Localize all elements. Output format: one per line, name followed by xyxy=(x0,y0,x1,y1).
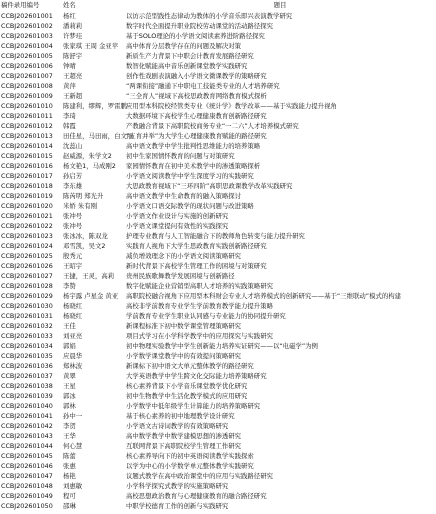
cell-id: CCBJ202601027 xyxy=(1,272,53,280)
cell-title: 项目式学习在小学科学教学中的应用探究与实践研究 xyxy=(126,332,273,340)
cell-title: 小学科学探究式教学的实施策略研究 xyxy=(126,482,229,490)
cell-title: 初中生物教学中生活化教学模式的应用研究 xyxy=(126,392,248,400)
cell-id: CCBJ202601025 xyxy=(1,252,53,260)
cell-id: CCBJ202601021 xyxy=(1,212,53,220)
cell-id: CCBJ202601045 xyxy=(1,452,53,460)
table-row[interactable] xyxy=(0,331,436,341)
cell-id: CCBJ202601016 xyxy=(1,162,53,170)
cell-id: CCBJ202601030 xyxy=(1,302,53,310)
cell-name: 李贺 xyxy=(63,422,76,430)
cell-name: 刘亚亮 xyxy=(63,332,83,340)
table-row[interactable] xyxy=(0,361,436,371)
cell-name: 李赞 xyxy=(63,282,76,290)
cell-name: 杨红 xyxy=(63,12,76,20)
cell-name: 王新超 xyxy=(63,92,83,100)
table-row[interactable] xyxy=(0,471,436,481)
cell-title: 高中数学教学中数学建模思想的渗透研究 xyxy=(126,432,242,440)
cell-name: 孙启芳 xyxy=(63,172,83,180)
cell-id: CCBJ202601050 xyxy=(1,502,53,510)
cell-id: CCBJ202601022 xyxy=(1,222,53,230)
cell-title: 新质生产力背景下中职会计教育发展路径研究 xyxy=(126,52,254,60)
cell-title: 小学语文作业设计与实施的创新研究 xyxy=(126,212,229,220)
cell-name: 沈蕊山 xyxy=(63,142,83,150)
cell-id: CCBJ202601017 xyxy=(1,172,53,180)
table-row[interactable] xyxy=(0,211,436,221)
cell-id: CCBJ202601008 xyxy=(1,82,53,90)
cell-id: CCBJ202601023 xyxy=(1,232,53,240)
cell-id: CCBJ202601002 xyxy=(1,22,53,30)
cell-name: 潘莉莉 xyxy=(63,22,83,30)
table-row[interactable] xyxy=(0,81,436,91)
header-row xyxy=(0,0,436,10)
table-row[interactable] xyxy=(0,31,436,41)
cell-title: 高校思想政治教育与心理健康教育的融合路径研究 xyxy=(126,492,267,500)
cell-id: CCBJ202601044 xyxy=(1,442,53,450)
table-row[interactable] xyxy=(0,201,436,211)
cell-name: 程可 xyxy=(63,492,76,500)
cell-title: 核心素养背景下小学音乐课堂教学优化研究 xyxy=(126,382,248,390)
cell-name: 张冲号 xyxy=(63,222,83,230)
table-row[interactable] xyxy=(0,121,436,131)
cell-title: 应用型本科院校经管类专业《统计学》教学改革——基于实践能力提升视角 xyxy=(126,102,337,110)
cell-id: CCBJ202601035 xyxy=(1,352,53,360)
table-row[interactable] xyxy=(0,481,436,491)
cell-id: CCBJ202601013 xyxy=(1,132,53,140)
table-row[interactable] xyxy=(0,321,436,331)
table-row[interactable] xyxy=(0,71,436,81)
cell-id: CCBJ202601047 xyxy=(1,472,53,480)
cell-name: 张家琪 王周 金亚苹 xyxy=(63,42,119,50)
table-row[interactable] xyxy=(0,441,436,451)
table-row[interactable] xyxy=(0,221,436,231)
cell-name: 王超亮 xyxy=(63,72,83,80)
cell-id: CCBJ202601004 xyxy=(1,42,53,50)
cell-title: “两课衔接”融通下中职电工技能类专业的人才培养研究 xyxy=(126,82,280,90)
table-row[interactable] xyxy=(0,381,436,391)
cell-title: 减负增效理念下的小学语文阅读策略研究 xyxy=(126,252,242,260)
cell-name: 田佳星，马田雨，白文丽 xyxy=(63,132,134,140)
table-row[interactable] xyxy=(0,191,436,201)
cell-name: 何心慧 xyxy=(63,442,83,450)
cell-name: 张惠 xyxy=(63,462,76,470)
cell-id: CCBJ202601020 xyxy=(1,202,53,210)
table-row[interactable] xyxy=(0,371,436,381)
cell-id: CCBJ202601007 xyxy=(1,72,53,80)
cell-title: 大数据环境下高校学生心理健康教育创新路径研究 xyxy=(126,112,267,120)
cell-title: 新课标下初中语文大单元整体教学的路径研究 xyxy=(126,362,254,370)
cell-title: 议题式教学在高中政治课堂中的应用与实践路径研究 xyxy=(126,472,273,480)
table-row[interactable] xyxy=(0,41,436,51)
header-title: 题目 xyxy=(273,1,287,9)
table-row[interactable] xyxy=(0,261,436,271)
cell-id: CCBJ202601019 xyxy=(1,192,53,200)
cell-title: 小学语文古诗词教学的有效策略研究 xyxy=(126,422,229,430)
cell-title: 家园情怀教育在初中美术教学中的渗透策略探析 xyxy=(126,162,261,170)
cell-title: 数智化赋能高中音乐创新课堂教学实践研究 xyxy=(126,62,248,70)
cell-name: 陈建利，缪辉，罗雷鹏 xyxy=(63,102,127,110)
table-row[interactable] xyxy=(0,501,436,511)
cell-title: 小学语文课堂提问有效性的实践探究 xyxy=(126,222,229,230)
cell-name: 黄萍 xyxy=(63,82,76,90)
cell-name: 王佳 xyxy=(63,322,76,330)
cell-id: CCBJ202601031 xyxy=(1,312,53,320)
table-row[interactable] xyxy=(0,101,436,111)
cell-name: 刘惠敏 xyxy=(63,482,83,490)
cell-id: CCBJ202601026 xyxy=(1,262,53,270)
cell-title: 数字时代全面提升职业院校劳动课堂的活动路径探究 xyxy=(126,22,273,30)
cell-title: 小学语文口语交际教学的现状问题与改进策略 xyxy=(126,202,254,210)
cell-name: 李琦 xyxy=(63,112,76,120)
cell-id: CCBJ202601046 xyxy=(1,462,53,470)
table-row[interactable] xyxy=(0,291,436,301)
cell-title: 高校非学前教育专业学生学前教育教学能力提升策略 xyxy=(126,302,273,310)
cell-id: CCBJ202601001 xyxy=(1,12,53,20)
cell-id: CCBJ202601018 xyxy=(1,182,53,190)
cell-name: 张冲号 xyxy=(63,212,83,220)
header-id: 稿件录用编号 xyxy=(1,1,40,9)
cell-name: 杨宇露 卢星金 黄亚 xyxy=(63,292,119,300)
table-row[interactable] xyxy=(0,231,436,241)
table-row[interactable] xyxy=(0,421,436,431)
cell-title: 新课程标准下初中数学课堂管理策略研究 xyxy=(126,322,242,330)
cell-name: 王华 xyxy=(63,432,76,440)
cell-title: 学前教育专业学生职业认同感与专业能力的协同提升研究 xyxy=(126,312,286,320)
cell-name: 陈舒宇 xyxy=(63,52,83,60)
cell-title: 高中体育分层教学存在的问题及解决对策 xyxy=(126,42,242,50)
table-row[interactable] xyxy=(0,281,436,291)
cell-id: CCBJ202601041 xyxy=(1,412,53,420)
cell-name: 杨文艳1，马成刚2 xyxy=(63,162,116,170)
cell-id: CCBJ202601012 xyxy=(1,122,53,130)
cell-title: 基于核心素养的初中地理教学设计研究 xyxy=(126,412,235,420)
cell-name: 赵威源，朱学文2 xyxy=(63,152,112,160)
table-row[interactable] xyxy=(0,151,436,161)
cell-title: 产教融合背景下高职院校商务专业“一二六”人才培养模式研究 xyxy=(126,122,299,130)
table-row[interactable] xyxy=(0,271,436,281)
cell-title: 数字化赋能企业营销型高职人才培养的实践策略研究 xyxy=(126,282,273,290)
cell-title: 以学为中心的小学数学单元整体教学实践研究 xyxy=(126,462,254,470)
cell-title: 以访示范型践性态律动为教体的小学音乐即兴表演教学研究 xyxy=(126,12,293,20)
table-row[interactable] xyxy=(0,351,436,361)
cell-title: 中职学校德育工作的创新与实践研究 xyxy=(126,502,229,510)
cell-name: 米娇 朱有刚 xyxy=(63,202,97,210)
table-row[interactable] xyxy=(0,461,436,471)
table-row[interactable] xyxy=(0,91,436,101)
cell-name: 王昭宇 xyxy=(63,262,83,270)
cell-name: 郭娟 xyxy=(63,342,76,350)
cell-id: CCBJ202601034 xyxy=(1,342,53,350)
cell-title: 实践育人视角下大学生思政教育实践创新路径研究 xyxy=(126,242,267,250)
cell-name: 陈蕾 xyxy=(63,452,76,460)
cell-id: CCBJ202601010 xyxy=(1,102,53,110)
table-row[interactable] xyxy=(0,341,436,351)
cell-title: 大学英语教学中学生跨文化交际能力培养策略研究 xyxy=(126,372,267,380)
cell-name: 陈芮明 郑光升 xyxy=(63,192,104,200)
cell-id: CCBJ202601040 xyxy=(1,402,53,410)
cell-name: 黄翠 xyxy=(63,372,76,380)
cell-id: CCBJ202601043 xyxy=(1,432,53,440)
table-row[interactable] xyxy=(0,111,436,121)
cell-name: 张冰冰，陈双龙 xyxy=(63,232,108,240)
cell-id: CCBJ202601015 xyxy=(1,152,53,160)
cell-title: 护理专业教育与人工智能融合下的教师角色转变与能力提升研究 xyxy=(126,232,305,240)
cell-name: 许梦珪 xyxy=(63,32,83,40)
cell-id: CCBJ202601011 xyxy=(1,112,53,120)
cell-name: 应晨华 xyxy=(63,352,83,360)
cell-id: CCBJ202601048 xyxy=(1,482,53,490)
table-row[interactable] xyxy=(0,21,436,31)
cell-name: 钟晴 xyxy=(63,62,76,70)
table-row[interactable] xyxy=(0,11,436,21)
cell-name: 杨晓红 xyxy=(63,312,83,320)
cell-id: CCBJ202601049 xyxy=(1,492,53,500)
table-row[interactable] xyxy=(0,451,436,461)
cell-id: CCBJ202601033 xyxy=(1,332,53,340)
cell-title: 小学语文阅读教学中学生深度学习的实践研究 xyxy=(126,172,254,180)
cell-name: 李东雄 xyxy=(63,182,83,190)
cell-title: 高中语文教学中学生批判性思维能力的培养策略 xyxy=(126,142,261,150)
cell-title: 创作性戏剧表演融入小学语文微课教学的策略研究 xyxy=(126,72,267,80)
table-row[interactable] xyxy=(0,171,436,181)
cell-id: CCBJ202601032 xyxy=(1,322,53,330)
cell-name: 杨艳 xyxy=(63,472,76,480)
cell-title: 贵州民族歌舞教学发展困境与创新路径 xyxy=(126,272,235,280)
cell-name: 邵琳 xyxy=(63,502,76,510)
cell-id: CCBJ202601014 xyxy=(1,142,53,150)
cell-name: 王星 xyxy=(63,382,76,390)
cell-id: CCBJ202601039 xyxy=(1,392,53,400)
cell-title: 小学数学中低年级学生计算能力的培养策略研究 xyxy=(126,402,261,410)
table-row[interactable] xyxy=(0,311,436,321)
cell-id: CCBJ202601029 xyxy=(1,292,53,300)
cell-id: CCBJ202601006 xyxy=(1,62,53,70)
table-row[interactable] xyxy=(0,61,436,71)
cell-name: 郭冰 xyxy=(63,392,76,400)
table-row[interactable] xyxy=(0,241,436,251)
cell-name: 孙中一 xyxy=(63,412,83,420)
table-row[interactable] xyxy=(0,411,436,421)
table-row[interactable] xyxy=(0,431,436,441)
cell-id: CCBJ202601036 xyxy=(1,362,53,370)
cell-id: CCBJ202601003 xyxy=(1,32,53,40)
cell-title: “五育并举”为大学生心理健康教育赋能的路径研究 xyxy=(126,132,267,140)
cell-title: 小学数学课堂教学中的有效提问策略研究 xyxy=(126,352,242,360)
cell-id: CCBJ202601028 xyxy=(1,282,53,290)
cell-title: 初中物理实验教学中学生创新能力培养实证研究——以“电磁学”为例 xyxy=(126,342,318,350)
cell-id: CCBJ202601037 xyxy=(1,372,53,380)
table-row[interactable] xyxy=(0,391,436,401)
header-name: 姓名 xyxy=(63,1,76,9)
cell-name: 王捷，王灵，高莉 xyxy=(63,272,115,280)
table-row[interactable] xyxy=(0,401,436,411)
table-row[interactable] xyxy=(0,181,436,191)
table-row[interactable] xyxy=(0,301,436,311)
cell-id: CCBJ202601038 xyxy=(1,382,53,390)
cell-title: 初中生家国情怀教育的问题与对策研究 xyxy=(126,152,235,160)
cell-title: 高中语文教学中生命教育的融入策略探讨 xyxy=(126,192,242,200)
table-row[interactable] xyxy=(0,131,436,141)
cell-id: CCBJ202601042 xyxy=(1,422,53,430)
table-row[interactable] xyxy=(0,161,436,171)
cell-title: 基于SOLO理论的小学语文阅读素养进阶路径探究 xyxy=(126,32,265,40)
cell-name: 杨晓红 xyxy=(63,302,83,310)
cell-name: 郑林波 xyxy=(63,362,83,370)
cell-name: 韩霞 xyxy=(63,122,76,130)
cell-id: CCBJ202601005 xyxy=(1,52,53,60)
table-row[interactable] xyxy=(0,491,436,501)
cell-name: 郭林 xyxy=(63,402,76,410)
cell-name: 殷秀元 xyxy=(63,252,83,260)
cell-title: 高职院校融合视角下应用型本科财会专业人才培养模式的创新研究——基于“三维联动”模式的构建 xyxy=(126,292,402,300)
cell-title: 新时代背景下高校学生管理工作的困境与对策研究 xyxy=(126,262,267,270)
cell-id: CCBJ202601024 xyxy=(1,242,53,250)
cell-title: 核心素养导向下的初中英语阅读教学实践探索 xyxy=(126,452,254,460)
table-row[interactable] xyxy=(0,51,436,61)
cell-title: “三全育人”视域下高校思政教育网络教育模式探析 xyxy=(126,92,267,100)
table-row[interactable] xyxy=(0,251,436,261)
cell-title: 大思政教育视域下“三环四阶”高职思政课教学改革实践研究 xyxy=(126,182,293,190)
table-row[interactable] xyxy=(0,141,436,151)
cell-id: CCBJ202601009 xyxy=(1,92,53,100)
cell-title: 互联网背景下高职院校学生管理工作研究 xyxy=(126,442,242,450)
cell-name: 邓雪凯，吴文2 xyxy=(63,242,106,250)
